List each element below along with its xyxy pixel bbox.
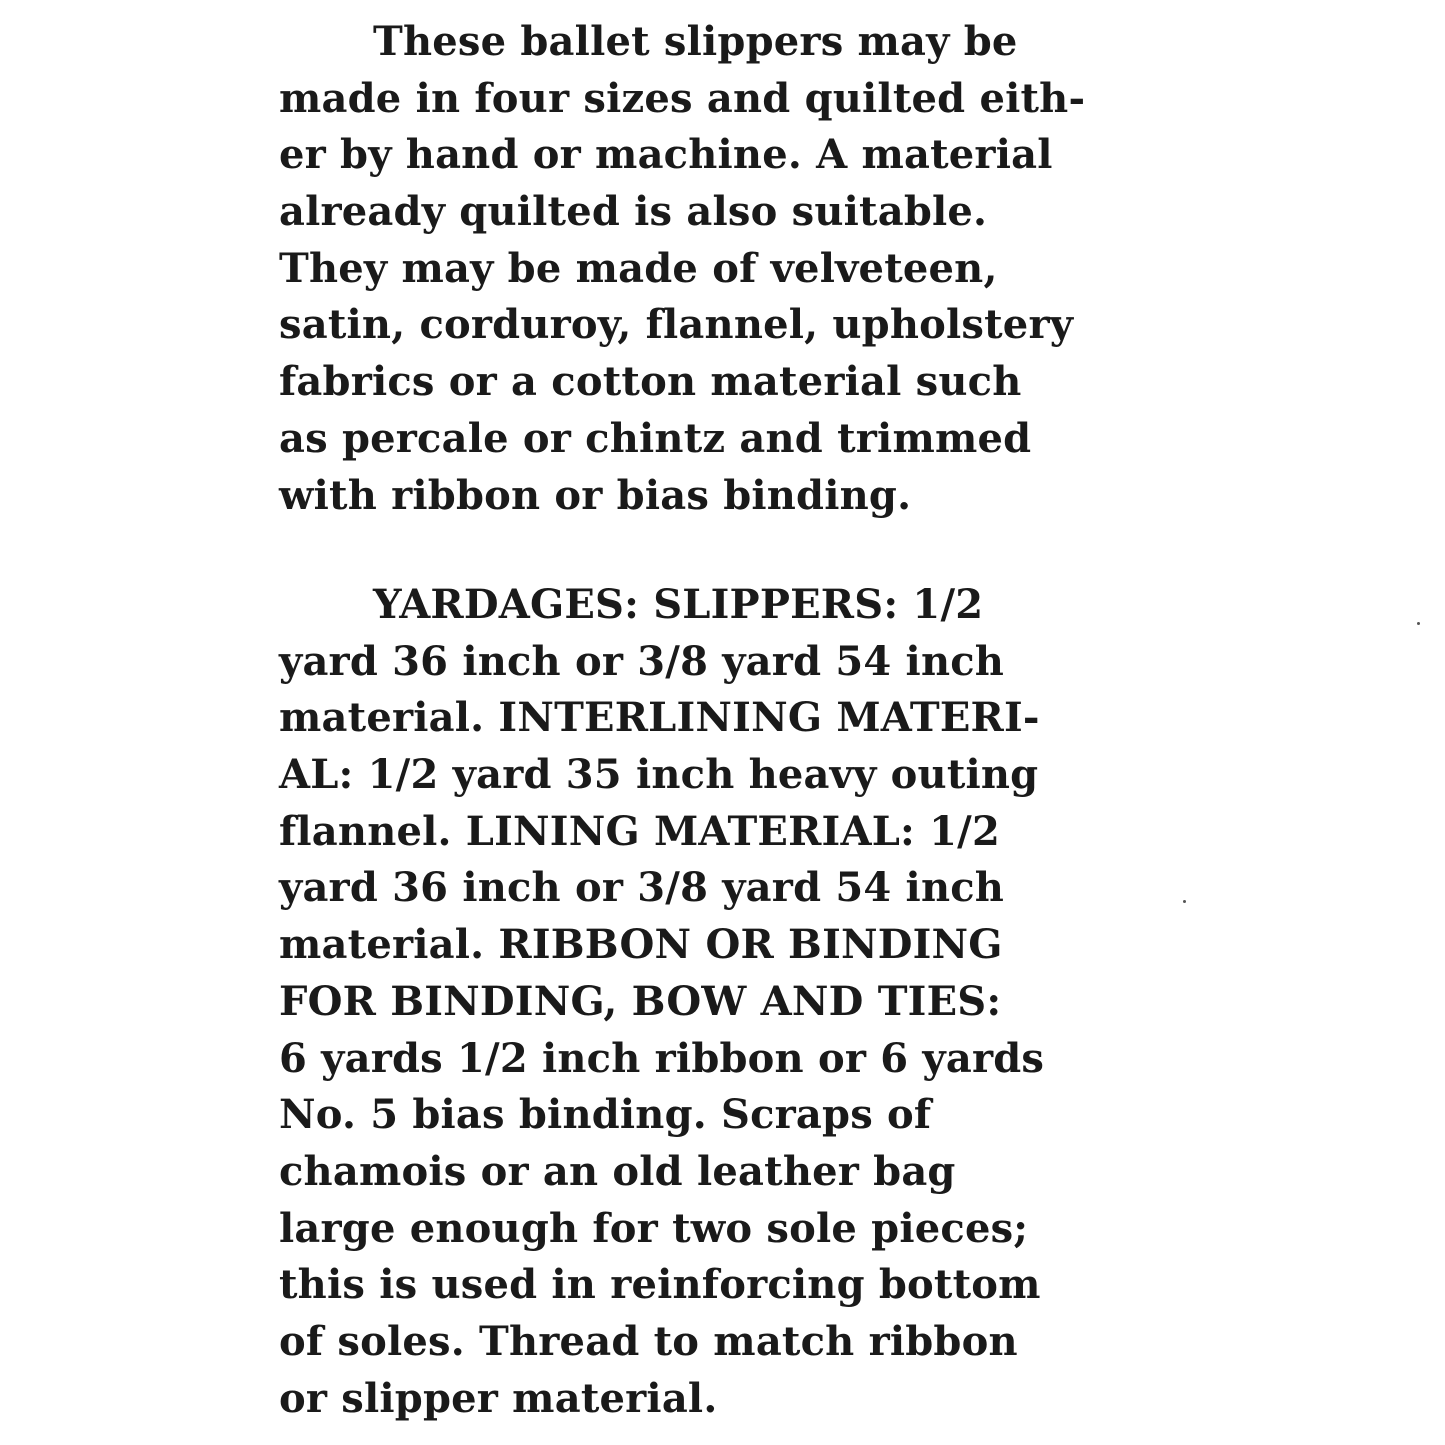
- text-line: with ribbon or bias binding.: [279, 471, 912, 519]
- text-line: fabrics or a cotton material such: [279, 358, 1022, 406]
- text-line: FOR BINDING, BOW AND TIES:: [279, 977, 1002, 1025]
- text-line: chamois or an old leather bag: [279, 1147, 956, 1195]
- text-line: this is used in reinforcing bottom: [279, 1261, 1041, 1309]
- text-line: large enough for two sole pieces;: [279, 1204, 1029, 1252]
- description-paragraph: [279, 14, 1179, 524]
- text-line: yard 36 inch or 3/8 yard 54 inch: [279, 637, 1005, 685]
- text-line: satin, corduroy, flannel, upholstery: [279, 301, 1074, 349]
- text-line: material. INTERLINING MATERI-: [279, 694, 1040, 742]
- text-line: er by hand or machine. A material: [279, 131, 1053, 179]
- text-line: already quilted is also suitable.: [279, 188, 988, 236]
- text-line: or slipper material.: [279, 1374, 718, 1422]
- text-line: AL: 1/2 yard 35 inch heavy outing: [279, 751, 1039, 799]
- text-line: These ballet slippers may be: [373, 18, 1018, 65]
- scan-speck: [1417, 622, 1420, 625]
- text-line: They may be made of velveteen,: [279, 244, 998, 292]
- text-line: 6 yards 1/2 inch ribbon or 6 yards: [279, 1034, 1045, 1082]
- text-line: as percale or chintz and trimmed: [279, 414, 1032, 462]
- text-line: material. RIBBON OR BINDING: [279, 921, 1003, 969]
- text-line: yard 36 inch or 3/8 yard 54 inch: [279, 864, 1005, 912]
- text-line: flannel. LINING MATERIAL: 1/2: [279, 807, 1000, 855]
- text-line: YARDAGES: SLIPPERS: 1/2: [373, 581, 984, 628]
- yardages-paragraph: [279, 577, 1179, 1427]
- text-line: made in four sizes and quilted eith-: [279, 74, 1086, 122]
- text-line: No. 5 bias binding. Scraps of: [279, 1091, 932, 1139]
- text-line: of soles. Thread to match ribbon: [279, 1317, 1018, 1365]
- scan-speck: [1183, 900, 1186, 903]
